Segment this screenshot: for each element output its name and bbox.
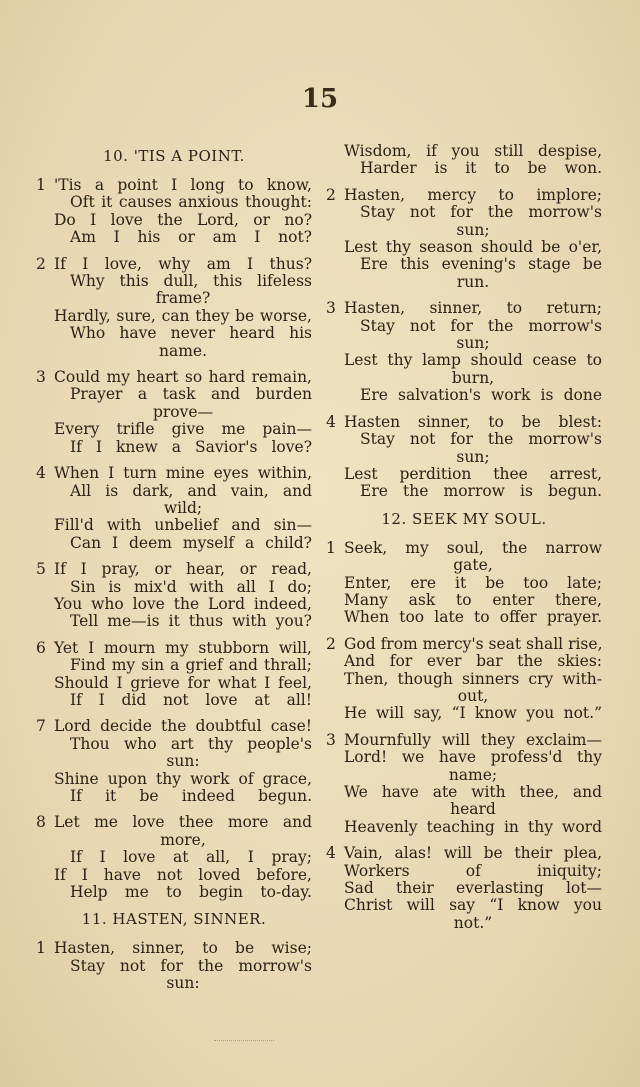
stanza-number: 2 xyxy=(326,634,336,653)
right-column xyxy=(326,143,602,941)
verse-line: If it be indeed begun. xyxy=(70,787,312,805)
verse-line: Lest thy lamp should cease to xyxy=(344,351,602,370)
verse-line: Enter, ere it be too late; xyxy=(344,573,602,592)
verse-line: burn, xyxy=(451,368,495,387)
verse-line: Find my sin a grief and thrall; xyxy=(70,656,312,675)
page-number: 15 xyxy=(301,84,339,114)
verse-line: Lest thy season should be o'er, xyxy=(344,238,602,257)
verse-line: Sad their everlasting lot— xyxy=(344,879,602,898)
verse-line: Stay not for the morrow's xyxy=(70,956,312,975)
stanza xyxy=(326,540,602,627)
verse-line: Workers of iniquity; xyxy=(344,861,602,880)
stanza-continuation xyxy=(326,143,602,178)
verse-line: Help me to begin to-day. xyxy=(70,883,312,902)
stanza-number: 2 xyxy=(326,185,336,204)
verse-line: Who have never heard his xyxy=(70,324,312,343)
verse-line: Ere the morrow is begun. xyxy=(360,482,602,501)
verse-line: Should I grieve for what I feel, xyxy=(54,673,312,692)
stanza xyxy=(36,256,312,360)
verse-line: Hardly, sure, can they be worse, xyxy=(54,306,312,325)
verse-line: God from mercy's seat shall rise, xyxy=(344,634,603,653)
verse-line: He will say, “I know you not.” xyxy=(344,704,602,723)
verse-line: Then, though sinners cry with- xyxy=(344,669,602,688)
verse-line: Lest perdition thee arrest, xyxy=(344,464,602,483)
verse-line: Seek, my soul, the narrow xyxy=(344,538,602,557)
verse-line: Why this dull, this lifeless xyxy=(70,272,312,291)
verse-line: Every trifle give me pain— xyxy=(54,420,312,439)
stanza-number: 6 xyxy=(36,638,46,657)
stanza xyxy=(36,561,312,631)
stanza xyxy=(36,640,312,710)
stanza xyxy=(36,465,312,552)
verse-line: Hasten, mercy to implore; xyxy=(344,185,602,204)
verse-line: 'Tis a point I long to know, xyxy=(54,176,312,194)
verse-line: prove— xyxy=(152,402,214,421)
verse-line: If I love, why am I thus? xyxy=(54,254,312,273)
hymn-title: 12. SEEK MY SOUL. xyxy=(381,509,547,528)
stanza-number: 3 xyxy=(326,730,336,749)
verse-line: If I love at all, I pray; xyxy=(70,848,312,867)
stanza xyxy=(326,636,602,723)
verse-line: If I did not love at all! xyxy=(70,690,312,709)
stanza-number: 1 xyxy=(36,939,46,958)
verse-line: Sin is mix'd with all I do; xyxy=(70,577,312,596)
verse-line: Heavenly teaching in thy word xyxy=(344,817,602,836)
stanza xyxy=(326,845,602,932)
verse-line: Vain, alas! will be their plea, xyxy=(344,844,602,863)
verse-line: Am I his or am I not? xyxy=(70,228,312,247)
verse-line: Can I deem myself a child? xyxy=(70,533,312,552)
verse-line: Ere salvation's work is done xyxy=(360,386,602,405)
stanza xyxy=(36,718,312,805)
stanza xyxy=(326,414,602,501)
stanza xyxy=(326,732,602,836)
stanza-number: 5 xyxy=(36,560,46,579)
verse-line: Hasten, sinner, to return; xyxy=(344,299,602,318)
verse-line: Lord! we have profess'd thy xyxy=(344,748,602,767)
verse-line: When too late to offer prayer. xyxy=(344,608,602,627)
hymn-title: 11. HASTEN, SINNER. xyxy=(81,910,267,929)
verse-line: Let me love thee more and xyxy=(54,813,312,832)
stanza xyxy=(326,300,602,404)
stanza-number: 2 xyxy=(36,254,46,273)
verse-line: Fill'd with unbelief and sin— xyxy=(54,516,312,535)
verse-line: heard xyxy=(450,800,496,819)
verse-line: Could my heart so hard remain, xyxy=(54,368,312,387)
verse-line: Stay not for the morrow's xyxy=(360,203,602,222)
stanza-number: 4 xyxy=(36,464,46,483)
verse-line: Hasten, sinner, to be wise; xyxy=(54,939,312,958)
verse-line: Stay not for the morrow's xyxy=(360,430,602,449)
verse-line: Thou who art thy people's xyxy=(70,734,312,753)
verse-line: Prayer a task and burden xyxy=(70,385,312,404)
stanza-number: 8 xyxy=(36,813,46,832)
verse-line: frame? xyxy=(155,289,211,308)
verse-line: Many ask to enter there, xyxy=(344,590,602,609)
verse-line: Yet I mourn my stubborn will, xyxy=(54,638,312,657)
verse-line: out, xyxy=(457,686,489,705)
verse-line: sun; xyxy=(456,220,490,239)
verse-line: sun; xyxy=(456,334,490,353)
verse-line: gate, xyxy=(453,556,493,575)
verse-line: If I knew a Savior's love? xyxy=(70,437,312,456)
verse-line: not.” xyxy=(453,913,493,932)
verse-line: And for ever bar the skies: xyxy=(344,652,602,671)
stanza xyxy=(36,940,312,992)
stanza xyxy=(36,814,312,901)
page-smudge xyxy=(214,1040,274,1045)
verse-line: sun; xyxy=(456,447,490,466)
verse-line: Tell me—is it thus with you? xyxy=(70,612,312,631)
verse-line: name. xyxy=(158,341,208,360)
stanza-number: 4 xyxy=(326,844,336,863)
verse-line: Wisdom, if you still despise, xyxy=(344,142,602,160)
stanza-number: 7 xyxy=(36,717,46,736)
verse-line: Do I love the Lord, or no? xyxy=(54,210,312,229)
verse-line: If I pray, or hear, or read, xyxy=(54,560,312,579)
verse-line: You who love the Lord indeed, xyxy=(54,594,312,613)
stanza-number: 4 xyxy=(326,412,336,431)
verse-line: more, xyxy=(160,830,206,849)
verse-line: All is dark, and vain, and xyxy=(70,481,312,500)
verse-line: Shine upon thy work of grace, xyxy=(54,769,312,788)
stanza-number: 1 xyxy=(326,538,336,557)
verse-line: sun: xyxy=(166,974,200,993)
left-column xyxy=(36,143,312,1002)
verse-line: name; xyxy=(448,765,498,784)
stanza-number: 3 xyxy=(36,368,46,387)
verse-line: run. xyxy=(456,272,490,291)
stanza xyxy=(326,187,602,291)
verse-line: sun: xyxy=(166,752,200,771)
verse-line: Mournfully will they exclaim— xyxy=(344,730,602,749)
stanza-number: 3 xyxy=(326,299,336,318)
verse-line: We have ate with thee, and xyxy=(344,783,602,801)
verse-line: Christ will say “I know you xyxy=(344,896,602,915)
verse-line: Hasten sinner, to be blest: xyxy=(344,412,602,431)
verse-line: Stay not for the morrow's xyxy=(360,316,602,335)
verse-line: Harder is it to be won. xyxy=(360,159,602,178)
stanza xyxy=(36,177,312,247)
verse-line: Oft it causes anxious thought: xyxy=(70,193,312,212)
verse-line: wild; xyxy=(163,498,203,517)
stanza xyxy=(36,369,312,456)
verse-line: If I have not loved before, xyxy=(54,865,312,884)
hymn-title: 10. 'TIS A POINT. xyxy=(103,147,245,165)
verse-line: When I turn mine eyes within, xyxy=(54,464,312,483)
verse-line: Ere this evening's stage be xyxy=(360,255,602,274)
verse-line: Lord decide the doubtful case! xyxy=(54,717,312,736)
stanza-number: 1 xyxy=(36,176,46,194)
